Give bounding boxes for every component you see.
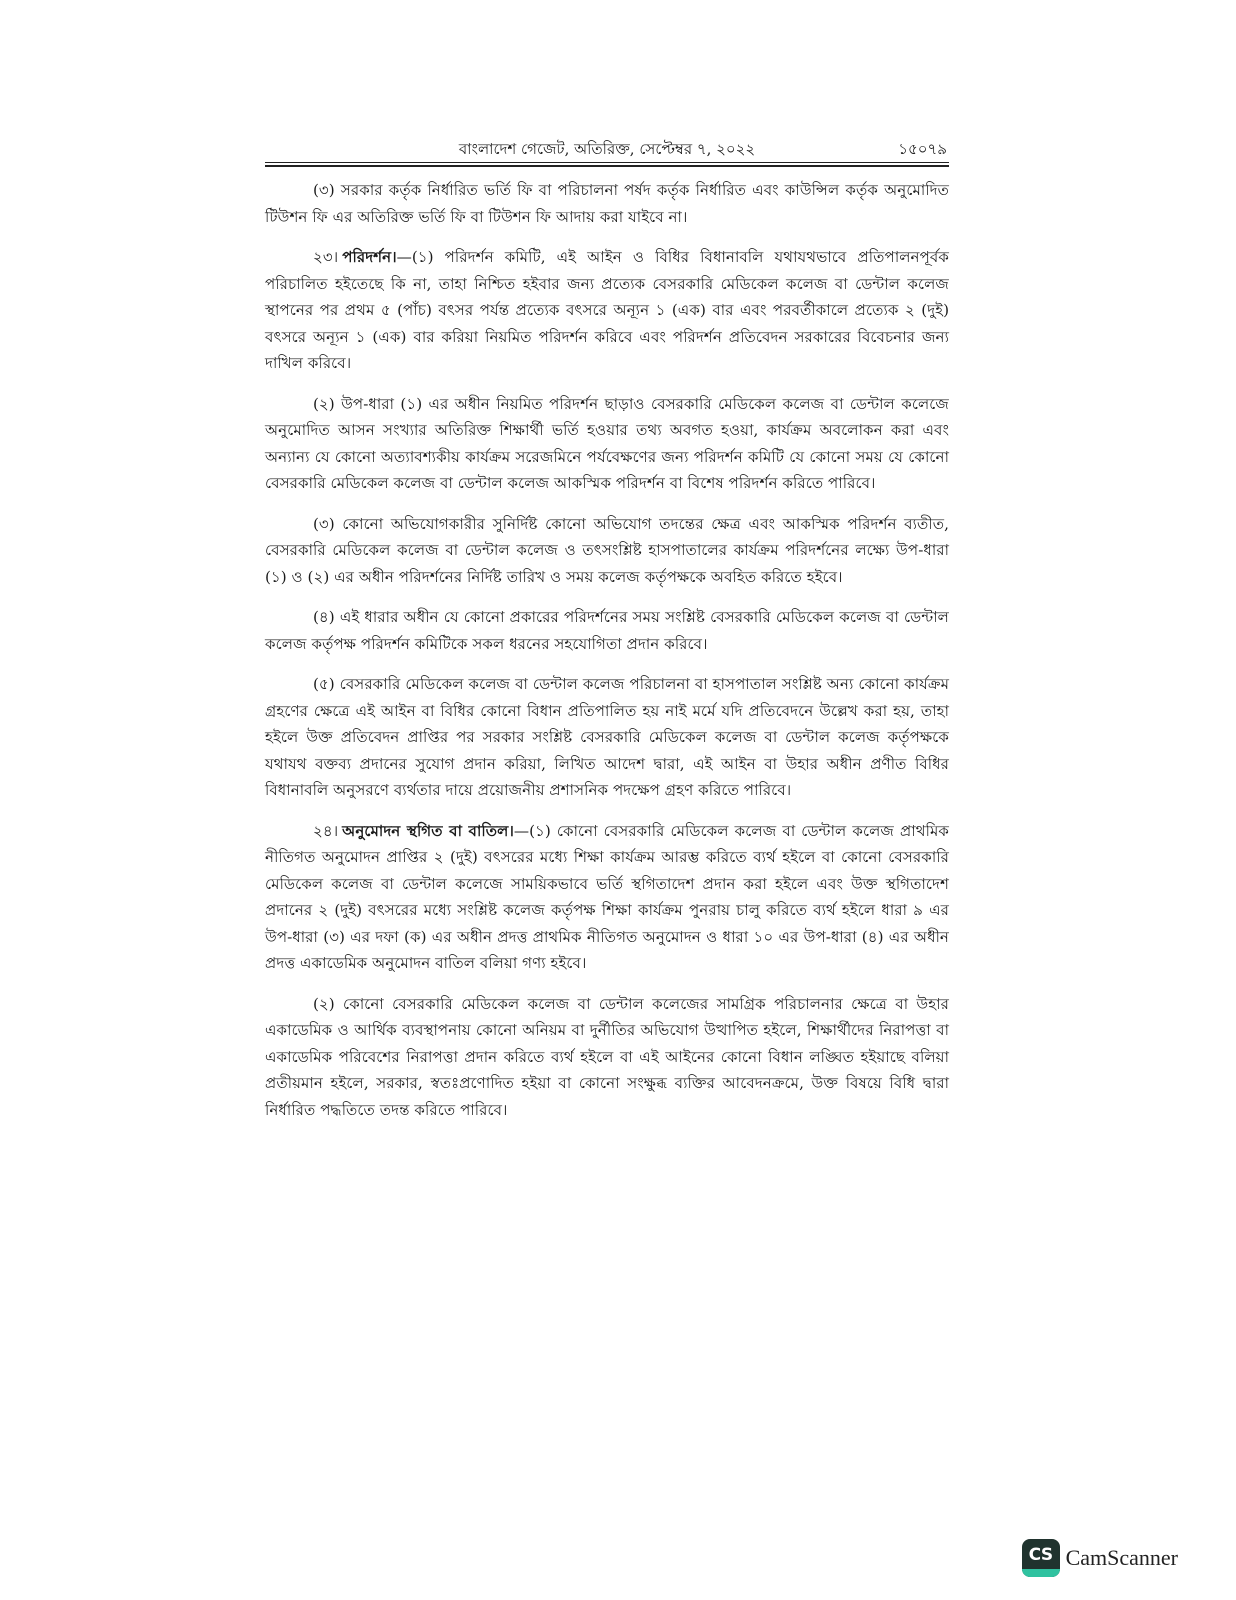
section-24-subsection-2 [265, 991, 949, 1124]
paragraph-text: (৩) সরকার কর্তৃক নির্ধারিত ভর্তি ফি বা পরিচালনা পর্ষদ কর্তৃক নির্ধারিত এবং কাউন্সিল কর্তৃক অনুমোদিত টিউশন ফি এর অতিরিক্ত ভর্তি ফি বা টিউশন ফি আদায় করা যাইবে না। [265, 181, 949, 226]
paragraph-text: (৪) এই ধারার অধীন যে কোনো প্রকারের পরিদর্শনের সময় সংশ্লিষ্ট বেসরকারি মেডিকেল কলেজ বা ডেন্টাল কলেজ কর্তৃপক্ষ পরিদর্শন কমিটিকে সকল ধরনের সহযোগিতা প্রদান করিবে। [265, 608, 949, 653]
paragraph-text: (৫) বেসরকারি মেডিকেল কলেজ বা ডেন্টাল কলেজ পরিচালনা বা হাসপাতাল সংশ্লিষ্ট অন্য কোনো কার্যক্রম গ্রহণের ক্ষেত্রে এই আইন বা বিধির কোনো বিধান প্রতিপালিত হয় নাই মর্মে যদি প্রতিবেদনে উল্লেখ করা হয়, তাহা হইলে উক্ত প্রতিবেদন প্রাপ্তির পর সরকার সংশ্লিষ্ট বেসরকারি মেডিকেল কলেজ বা ডেন্টাল কলেজ কর্তৃপক্ষকে যথাযথ বক্তব্য প্রদানের সুযোগ প্রদান করিয়া, লিখিত আদেশ দ্বারা, এই আইন বা উহার অধীন প্রণীত বিধির বিধানাবলি অনুসরণে ব্যর্থতার দায়ে প্রয়োজনীয় প্রশাসনিক পদক্ষেপ গ্রহণ করিতে পারিবে। [265, 675, 949, 799]
paragraph-fee-clause [265, 177, 949, 230]
section-23-inspection [265, 244, 949, 377]
section-23-subsection-2 [265, 391, 949, 497]
section-23-subsection-5 [265, 671, 949, 804]
header-title: বাংলাদেশ গেজেট, অতিরিক্ত, সেপ্টেম্বর ৭, ২০২২ [458, 140, 756, 158]
section-number: ২৩। [313, 248, 339, 266]
logo-text: CS [1028, 1545, 1053, 1565]
paragraph-text: (৩) কোনো অভিযোগকারীর সুনির্দিষ্ট কোনো অভিযোগ তদন্তের ক্ষেত্র এবং আকস্মিক পরিদর্শন ব্যতীত, বেসরকারি মেডিকেল কলেজ বা ডেন্টাল কলেজ ও তৎসংশ্লিষ্ট হাসপাতালের কার্যক্রম পরিদর্শনের লক্ষ্যে উপ-ধারা (১) ও (২) এর অধীন পরিদর্শনের নির্দিষ্ট তারিখ ও সময় কলেজ কর্তৃপক্ষকে অবহিত করিতে হইবে। [265, 514, 949, 586]
camscanner-label: CamScanner [1065, 1545, 1178, 1570]
camscanner-logo-icon [1022, 1539, 1060, 1577]
paragraph-text: —(১) পরিদর্শন কমিটি, এই আইন ও বিধির বিধানাবলি যথাযথভাবে প্রতিপালনপূর্বক পরিচালিত হইতেছে কি না, তাহা নিশ্চিত হইবার জন্য প্রত্যেক বেসরকারি মেডিকেল কলেজ বা ডেন্টাল কলেজ স্থাপনের পর প্রথম ৫ (পাঁচ) বৎসর পর্যন্ত প্রত্যেক বৎসরে অন্যূন ১ (এক) বার এবং পরবর্তীকালে প্রত্যেক ২ (দুই) বৎসরে অন্যূন ১ (এক) বার করিয়া নিয়মিত পরিদর্শন করিবে এবং পরিদর্শন প্রতিবেদন সরকারের বিবেচনার জন্য দাখিল করিবে। [265, 248, 949, 372]
section-heading: অনুমোদন স্থগিত বা বাতিল। [342, 821, 514, 840]
page-header [265, 128, 949, 162]
camscanner-watermark [1022, 1539, 1178, 1577]
section-23-subsection-4 [265, 604, 949, 657]
paragraph-text: (২) উপ-ধারা (১) এর অধীন নিয়মিত পরিদর্শন ছাড়াও বেসরকারি মেডিকেল কলেজ বা ডেন্টাল কলেজে অনুমোদিত আসন সংখ্যার অতিরিক্ত শিক্ষার্থী ভর্তি হওয়ার তথ্য অবগত হওয়া, কার্যক্রম অবলোকন করা এবং অন্যান্য যে কোনো অত্যাবশ্যকীয় কার্যক্রম সরেজমিনে পর্যবেক্ষণের জন্য পরিদর্শন কমিটি যে কোনো সময় যে কোনো বেসরকারি মেডিকেল কলেজ বা ডেন্টাল কলেজ আকস্মিক পরিদর্শন বা বিশেষ পরিদর্শন করিতে পারিবে। [265, 394, 949, 492]
section-number: ২৪। [313, 821, 339, 840]
gazette-page [265, 128, 949, 1137]
section-23-subsection-3 [265, 511, 949, 591]
section-24-suspension [265, 818, 949, 977]
paragraph-text: (২) কোনো বেসরকারি মেডিকেল কলেজ বা ডেন্টাল কলেজের সামগ্রিক পরিচালনার ক্ষেত্রে বা উহার একাডেমিক ও আর্থিক ব্যবস্থাপনায় কোনো অনিয়ম বা দুর্নীতির অভিযোগ উত্থাপিত হইলে, শিক্ষার্থীদের নিরাপত্তা বা একাডেমিক পরিবেশের নিরাপত্তা প্রদান করিতে ব্যর্থ হইলে বা এই আইনের কোনো বিধান লঙ্ঘিত হইয়াছে বলিয়া প্রতীয়মান হইলে, সরকার, স্বতঃপ্রণোদিত হইয়া বা কোনো সংক্ষুব্ধ ব্যক্তির আবেদনক্রমে, উক্ত বিষয়ে বিধি দ্বারা নির্ধারিত পদ্ধতিতে তদন্ত করিতে পারিবে। [265, 994, 949, 1119]
paragraph-text: —(১) কোনো বেসরকারি মেডিকেল কলেজ বা ডেন্টাল কলেজ প্রাথমিক নীতিগত অনুমোদন প্রাপ্তির ২ (দুই) বৎসরের মধ্যে শিক্ষা কার্যক্রম আরম্ভ করিতে ব্যর্থ হইলে বা কোনো বেসরকারি মেডিকেল কলেজ বা ডেন্টাল কলেজে সাময়িকভাবে ভর্তি স্থগিতাদেশ প্রদান করা হইলে এবং উক্ত স্থগিতাদেশ প্রদানের ২ (দুই) বৎসরের মধ্যে সংশ্লিষ্ট কলেজ কর্তৃপক্ষ শিক্ষা কার্যক্রম পুনরায় চালু করিতে ব্যর্থ হইলে ধারা ৯ এর উপ-ধারা (৩) এর দফা (ক) এর অধীন প্রদত্ত প্রাথমিক নীতিগত অনুমোদন ও ধারা ১০ এর উপ-ধারা (৪) এর অধীন প্রদত্ত একাডেমিক অনুমোদন বাতিল বলিয়া গণ্য হইবে। [265, 821, 950, 972]
section-heading: পরিদর্শন। [342, 248, 397, 266]
page-number: ১৫০৭৯ [898, 140, 947, 158]
